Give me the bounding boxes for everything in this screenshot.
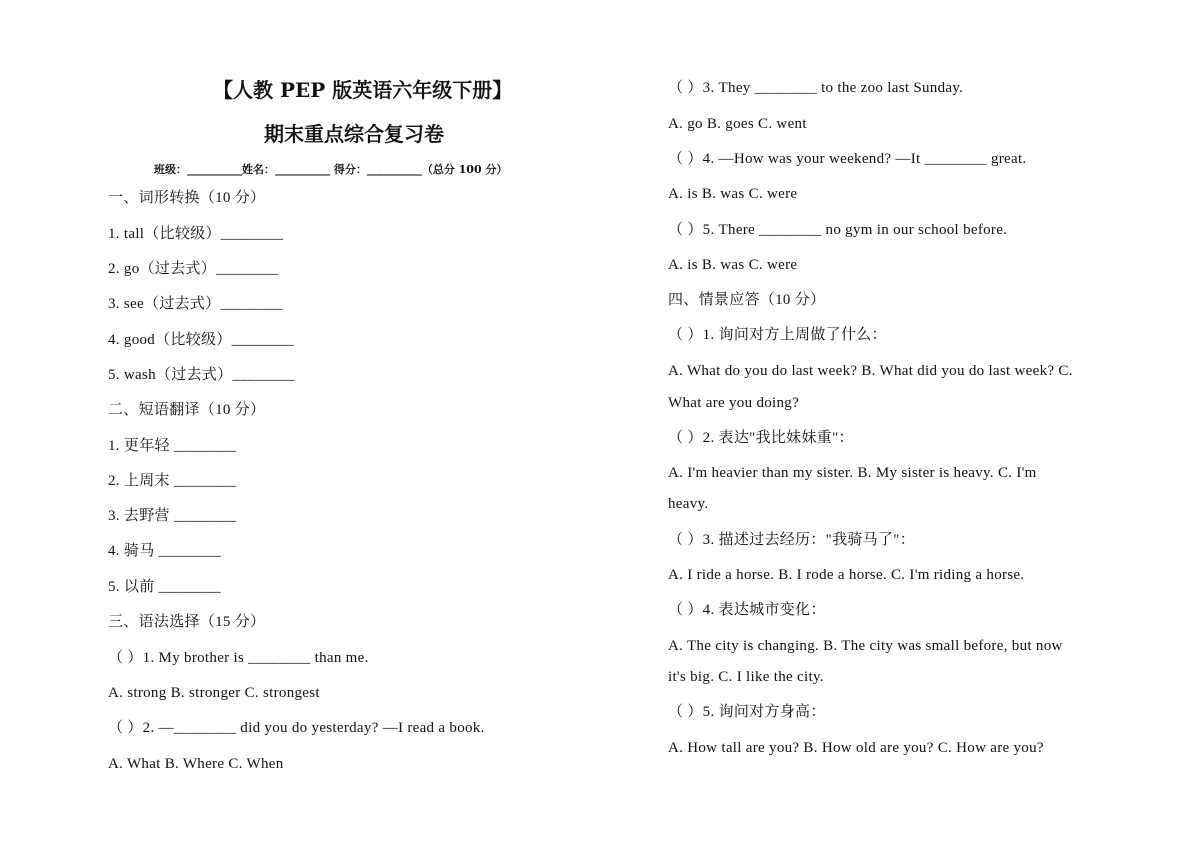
question-line: 2. go（过去式）________ xyxy=(108,261,279,277)
question-line: （ ）1. My brother is ________ than me. xyxy=(108,650,369,666)
answer-options-continued: it's big. C. I like the city. xyxy=(668,669,824,685)
answer-options: A. How tall are you? B. How old are you? C. How are you? xyxy=(668,740,1044,756)
answer-options: A. I'm heavier than my sister. B. My sister is heavy. C. I'm xyxy=(668,465,1037,481)
answer-options: A. is B. was C. were xyxy=(668,257,798,273)
exam-subtitle: 期末重点综合复习卷 xyxy=(264,122,444,146)
question-line: 3. 去野营 ________ xyxy=(108,508,237,524)
answer-options: A. The city is changing. B. The city was small before, but now xyxy=(668,638,1063,654)
question-line: （ ）3. They ________ to the zoo last Sunday. xyxy=(668,80,964,96)
answer-options: A. What do you do last week? B. What did you do last week? C. xyxy=(668,363,1073,379)
question-line: 5. 以前 ________ xyxy=(108,579,221,595)
question-line: 2. 上周末 ________ xyxy=(108,473,237,489)
question-line: （ ）5. 询问对方身高： xyxy=(668,704,826,720)
section-heading-2: 二、短语翻译（10 分） xyxy=(108,402,266,418)
question-line: 5. wash（过去式）________ xyxy=(108,367,295,383)
question-line: （ ）4. 表达城市变化： xyxy=(668,602,826,618)
answer-options: A. is B. was C. were xyxy=(668,186,798,202)
question-line: 1. tall（比较级）________ xyxy=(108,226,284,242)
section-heading-4: 四、情景应答（10 分） xyxy=(668,292,826,308)
exam-title: 【人教 PEP 版英语六年级下册】 xyxy=(213,78,513,102)
question-line: （ ）3. 描述过去经历："我骑马了"： xyxy=(668,532,915,548)
question-line: （ ）1. 询问对方上周做了什么： xyxy=(668,327,887,343)
question-line: 4. good（比较级）________ xyxy=(108,332,295,348)
question-line: 1. 更年轻 ________ xyxy=(108,438,237,454)
student-info-line: 班级：__________姓名：__________ 得分：__________（总分 100 分） xyxy=(154,163,508,176)
question-line: （ ）4. —How was your weekend? —It ________ great. xyxy=(668,151,1027,167)
section-heading-1: 一、词形转换（10 分） xyxy=(108,190,266,206)
section-heading-3: 三、语法选择（15 分） xyxy=(108,614,266,630)
question-line: 3. see（过去式）________ xyxy=(108,296,283,312)
question-line: （ ）2. —________ did you do yesterday? —I read a book. xyxy=(108,720,485,736)
answer-options: A. go B. goes C. went xyxy=(668,116,807,132)
question-line: （ ）2. 表达"我比妹妹重"： xyxy=(668,430,854,446)
answer-options: A. What B. Where C. When xyxy=(108,756,284,772)
answer-options: A. I ride a horse. B. I rode a horse. C. I'm riding a horse. xyxy=(668,567,1025,583)
question-line: （ ）5. There ________ no gym in our school before. xyxy=(668,222,1008,238)
question-line: 4. 骑马 ________ xyxy=(108,543,221,559)
answer-options-continued: What are you doing? xyxy=(668,395,800,411)
answer-options-continued: heavy. xyxy=(668,496,709,512)
answer-options: A. strong B. stronger C. strongest xyxy=(108,685,320,701)
